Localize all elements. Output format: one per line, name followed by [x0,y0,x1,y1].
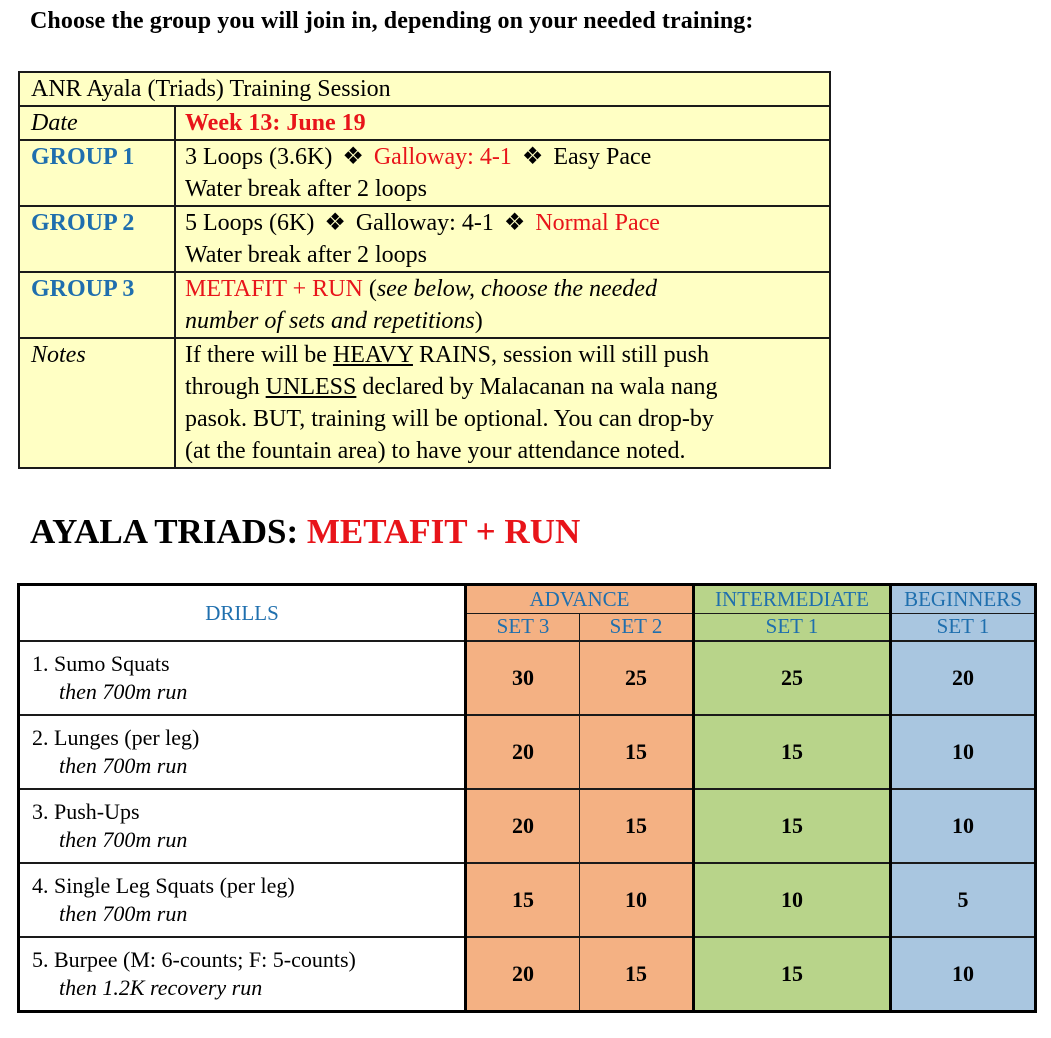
beginners-set-1-value: 10 [891,789,1036,863]
instructions-heading: Choose the group you will join in, depending on your needed training: [30,8,754,34]
bullet-icon: ❖ [503,210,526,236]
group-3-label: GROUP 3 [19,272,175,338]
date-row [19,106,830,140]
table-row [19,789,1036,863]
group-2-water-break: Water break after 2 loops [185,242,427,268]
advance-set-2-value: 15 [580,937,694,1012]
date-value: Week 13: June 19 [175,106,830,140]
drills-header-row [19,585,1036,614]
intermediate-set-1-value: 15 [694,789,891,863]
date-label: Date [19,106,175,140]
training-session-table [18,71,831,469]
beginners-set-1-value: 20 [891,641,1036,715]
notes-label: Notes [19,338,175,468]
notes-row [19,338,830,468]
drill-cell [19,641,466,715]
advance-set-3-value: 20 [466,789,580,863]
session-title: ANR Ayala (Triads) Training Session [19,72,830,106]
session-title-row [19,72,830,106]
group-3-instructions: see below, choose the needed [376,276,657,302]
drills-table [17,583,1037,1013]
title-red: METAFIT + RUN [306,512,581,551]
drill-cell [19,789,466,863]
drill-run: then 700m run [59,827,188,852]
bullet-icon: ❖ [521,144,544,170]
drill-name: 2. Lunges (per leg) [32,725,200,750]
drill-run: then 700m run [59,679,188,704]
group-3-instructions-cont: number of sets and repetitions [185,308,475,334]
intermediate-set-1-header: SET 1 [694,613,891,641]
intermediate-set-1-value: 10 [694,863,891,937]
close-paren: ) [474,308,483,334]
advance-set-2-header: SET 2 [580,613,694,641]
drills-header: DRILLS [19,585,466,642]
drill-name: 5. Burpee (M: 6-counts; F: 5-counts) [32,947,356,972]
notes-text-part: through [185,374,266,400]
open-paren: ( [362,276,377,302]
group-2-details [175,206,830,272]
table-row [19,937,1036,1012]
advance-set-2-value: 25 [580,641,694,715]
group-2-loops: 5 Loops (6K) [185,210,315,236]
group-1-water-break: Water break after 2 loops [185,176,427,202]
advance-set-2-value: 15 [580,789,694,863]
group-3-details [175,272,830,338]
group-2-row [19,206,830,272]
heavy-underlined: HEAVY [332,342,413,368]
group-1-details [175,140,830,206]
notes-text-part: (at the fountain area) to have your attendance noted. [185,438,686,464]
group-1-pace: Easy Pace [553,144,652,170]
notes-text-part: declared by Malacanan na wala nang [356,374,718,400]
drill-name: 1. Sumo Squats [32,651,170,676]
beginners-set-1-header: SET 1 [891,613,1036,641]
group-1-galloway: Galloway: 4-1 [373,144,512,170]
group-1-label: GROUP 1 [19,140,175,206]
advance-set-2-value: 10 [580,863,694,937]
notes-text [175,338,830,468]
advance-set-3-value: 15 [466,863,580,937]
group-3-program: METAFIT + RUN [185,276,363,302]
intermediate-header: INTERMEDIATE [694,585,891,614]
drill-cell [19,937,466,1012]
advance-set-3-value: 20 [466,715,580,789]
table-row [19,715,1036,789]
bullet-icon: ❖ [324,210,346,236]
drill-run: then 700m run [59,901,188,926]
drill-name: 4. Single Leg Squats (per leg) [32,873,295,898]
drill-run: then 1.2K recovery run [59,975,263,1000]
beginners-header: BEGINNERS [891,585,1036,614]
metafit-title [30,512,580,552]
group-2-label: GROUP 2 [19,206,175,272]
drill-cell [19,863,466,937]
notes-text-part: RAINS, session will still push [412,342,709,368]
group-2-pace: Normal Pace [535,210,660,236]
group-2-galloway: Galloway: 4-1 [355,210,494,236]
title-black: AYALA TRIADS: [30,512,307,551]
beginners-set-1-value: 5 [891,863,1036,937]
advance-set-3-value: 30 [466,641,580,715]
advance-set-2-value: 15 [580,715,694,789]
drill-name: 3. Push-Ups [32,799,140,824]
drill-cell [19,715,466,789]
group-1-row [19,140,830,206]
notes-text-part: If there will be [185,342,333,368]
bullet-icon: ❖ [342,144,364,170]
table-row [19,863,1036,937]
drill-run: then 700m run [59,753,188,778]
beginners-set-1-value: 10 [891,937,1036,1012]
beginners-set-1-value: 10 [891,715,1036,789]
intermediate-set-1-value: 15 [694,937,891,1012]
unless-underlined: UNLESS [265,374,357,400]
advance-set-3-value: 20 [466,937,580,1012]
advance-header: ADVANCE [466,585,694,614]
intermediate-set-1-value: 15 [694,715,891,789]
group-1-loops: 3 Loops (3.6K) [185,144,333,170]
notes-text-part: pasok. BUT, training will be optional. You can drop-by [185,406,714,432]
advance-set-3-header: SET 3 [466,613,580,641]
group-3-row [19,272,830,338]
intermediate-set-1-value: 25 [694,641,891,715]
table-row [19,641,1036,715]
